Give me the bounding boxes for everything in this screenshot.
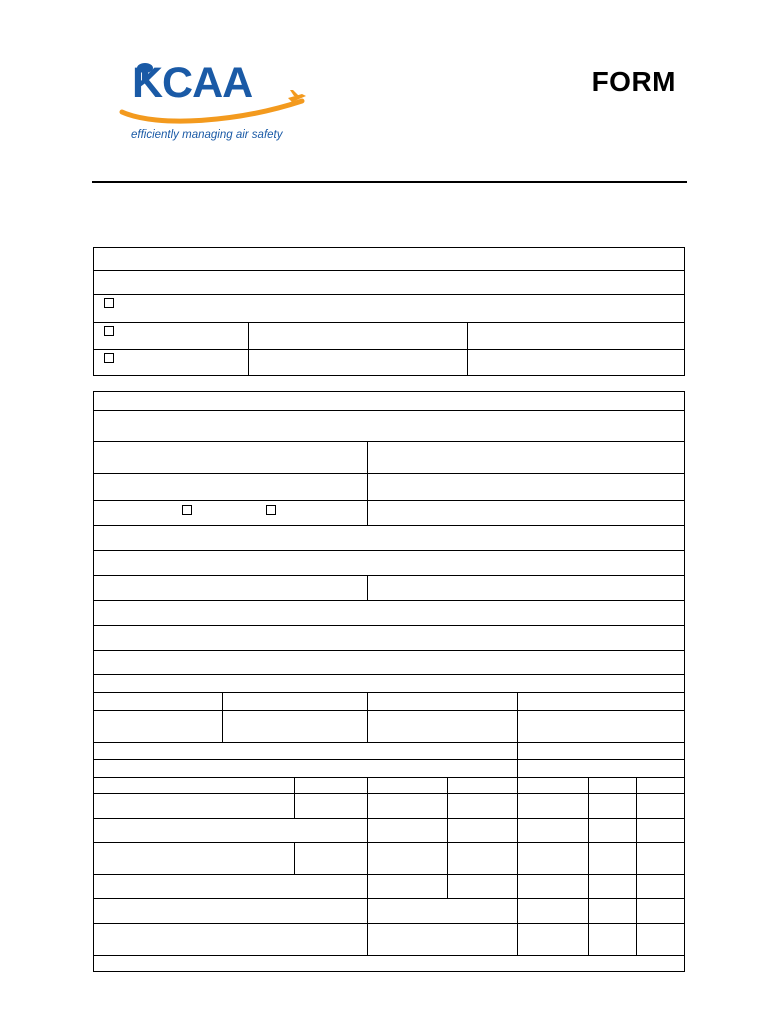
checkbox-option-a[interactable] (183, 506, 192, 515)
form-title: FORM (591, 66, 676, 97)
checkbox-option-b[interactable] (267, 506, 276, 515)
logo-wordmark: KCAA (132, 59, 253, 107)
logo-tagline: efficiently managing air safety (131, 129, 283, 141)
